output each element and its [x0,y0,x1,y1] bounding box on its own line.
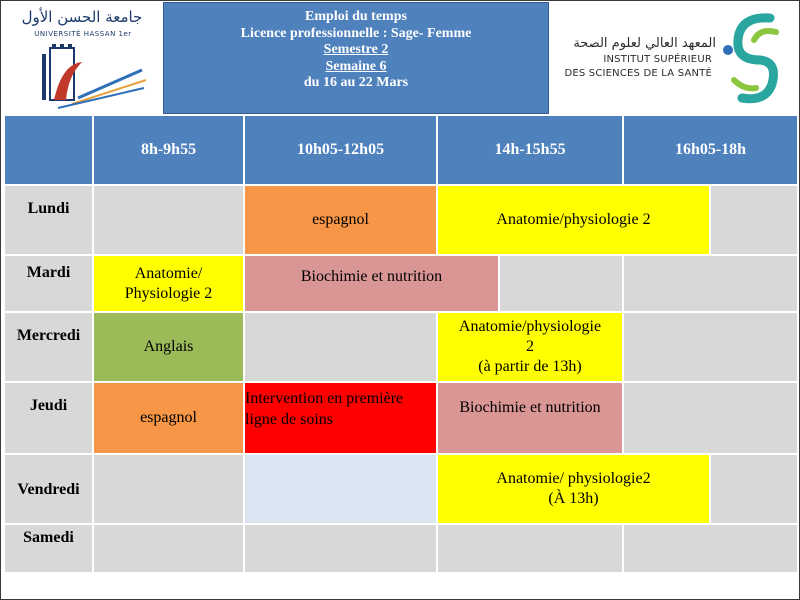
institute-name-line1: INSTITUT SUPÉRIEUR [603,54,712,65]
empty-cell [624,313,799,383]
empty-cell [438,525,624,574]
day-label-mardi: Mardi [5,256,94,313]
empty-cell [245,313,438,383]
session-text-line: Physiologie 2 [124,284,213,302]
session-mardi-anatomie [94,256,245,313]
day-label-samedi: Samedi [5,525,94,574]
empty-cell [624,256,799,313]
title-line-2: Licence professionnelle : Sage- Femme [240,25,472,41]
time-slot-header-4: 16h05-18h [624,116,799,186]
university-emblem-icon [38,40,148,112]
title-line-1: Emploi du temps [305,9,407,24]
university-name-arabic: جامعة الحسن الأول [21,8,143,26]
empty-cell [624,525,799,574]
session-vendredi-anatomie [438,455,711,525]
session-text-line: Anatomie/ physiologie2 [496,470,651,487]
time-slot-header-3: 14h-15h55 [438,116,624,186]
empty-cell-highlighted [245,455,438,525]
corner-header-cell [5,116,94,186]
time-slot-header-1: 8h-9h55 [94,116,245,186]
session-lundi-anatomie: Anatomie/physiologie 2 [438,186,711,256]
title-line-semester: Semestre 2 [323,42,389,57]
institute-name-arabic: المعهد العالي لعلوم الصحة [573,36,716,51]
empty-cell [711,186,799,256]
university-logo [8,6,158,112]
institute-name-line2: DES SCIENCES DE LA SANTÉ [564,68,712,79]
title-line-week: Semaine 6 [325,58,387,74]
session-text-line: (à partir de 13h) [478,358,582,375]
empty-cell [94,186,245,256]
session-text-line: (À 13h) [548,490,599,507]
institute-emblem-icon [720,10,786,106]
session-jeudi-intervention [245,383,438,455]
session-mardi-biochimie: Biochimie et nutrition [245,256,500,313]
empty-cell [94,455,245,525]
timetable-title-box [163,2,549,114]
session-text-line: Anatomie/physiologie [458,318,602,335]
empty-cell [711,455,799,525]
title-line-dates: du 16 au 22 Mars [303,75,409,90]
session-mercredi-anglais: Anglais [94,313,245,383]
session-text-line: Anatomie/ [134,264,203,282]
time-slot-header-2: 10h05-12h05 [245,116,438,186]
day-label-vendredi: Vendredi [5,455,94,525]
day-label-mercredi: Mercredi [5,313,94,383]
session-text-line: ligne de soins [245,411,333,428]
session-text-line: Intervention en première [245,390,404,407]
timetable-grid [5,116,799,574]
session-jeudi-espagnol: espagnol [94,383,245,455]
session-jeudi-biochimie: Biochimie et nutrition [438,383,624,455]
institute-logo [562,8,792,112]
empty-cell [624,383,799,455]
day-label-jeudi: Jeudi [5,383,94,455]
day-label-lundi: Lundi [5,186,94,256]
university-name-latin: UNIVERSITÉ HASSAN 1er [34,30,132,38]
session-lundi-espagnol: espagnol [245,186,438,256]
empty-cell [245,525,438,574]
empty-cell [94,525,245,574]
empty-cell [500,256,624,313]
session-text-line: 2 [526,338,534,355]
session-mercredi-anatomie [438,313,624,383]
